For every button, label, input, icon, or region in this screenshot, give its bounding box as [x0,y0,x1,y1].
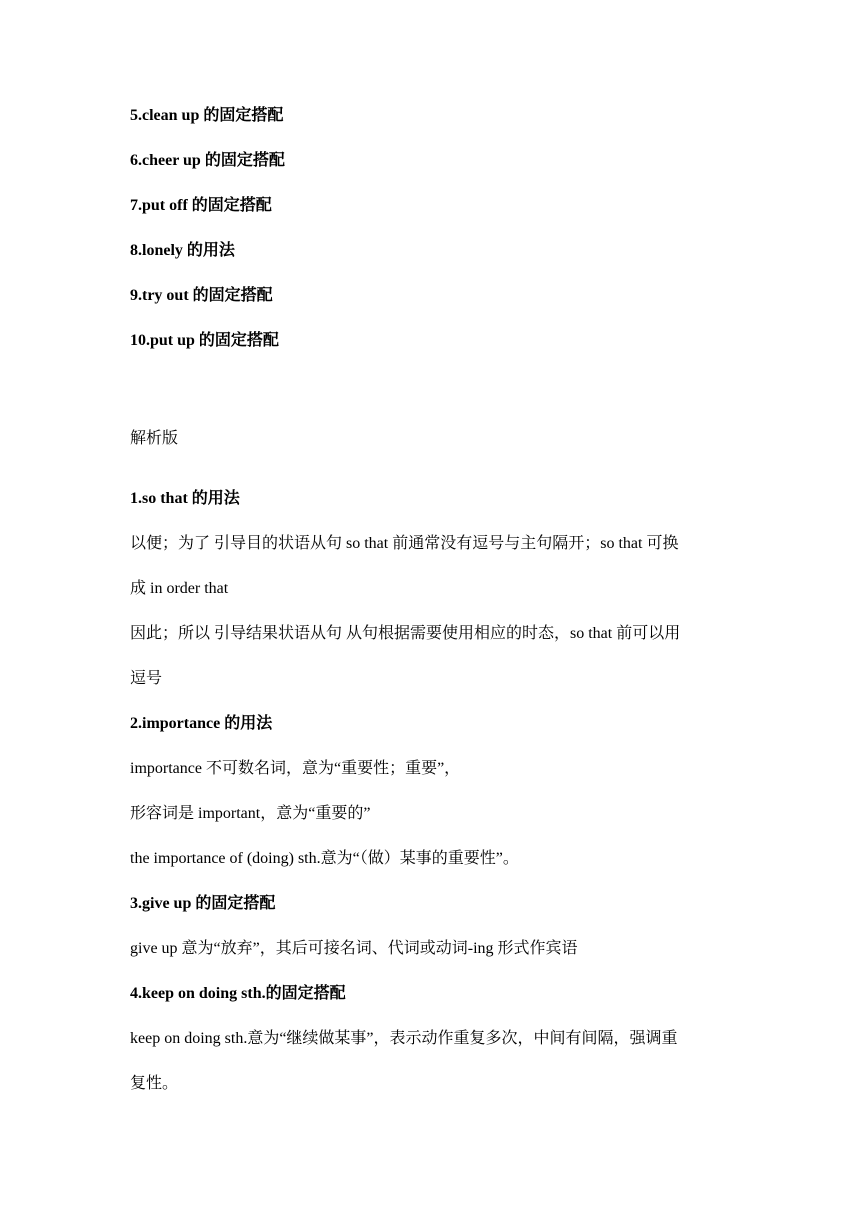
section-3-line-1: give up 意为“放弃”，其后可接名词、代词或动词-ing 形式作宾语 [130,940,578,957]
list-item-6: 6.cheer up 的固定搭配 [130,152,285,169]
section-4-line-1: keep on doing sth.意为“继续做某事”，表示动作重复多次，中间有间隔，强调重 [130,1030,678,1047]
list-item-7: 7.put off 的固定搭配 [130,197,272,214]
section-2-line-1: importance 不可数名词，意为“重要性；重要”， [130,760,461,777]
section-1-para-1-line-2: 成 in order that [130,580,229,597]
section-2-line-2: 形容词是 important，意为“重要的” [130,805,371,822]
section-2-line-3: the importance of (doing) sth.意为“（做）某事的重要性”。 [130,850,519,867]
list-item-8: 8.lonely 的用法 [130,242,235,259]
section-3-title: 3.give up 的固定搭配 [130,895,276,912]
list-item-5: 5.clean up 的固定搭配 [130,107,284,124]
section-2-title: 2.importance 的用法 [130,715,273,732]
list-item-9: 9.try out 的固定搭配 [130,287,273,304]
analysis-heading: 解析版 [130,430,179,447]
section-4-line-2: 复性。 [130,1075,179,1092]
section-1-para-2-line-1: 因此；所以 引导结果状语从句 从句根据需要使用相应的时态，so that 前可以用 [130,625,681,642]
section-1-para-1-line-1: 以便；为了 引导目的状语从句 so that 前通常没有逗号与主句隔开；so that 可换 [130,535,679,552]
section-1-title: 1.so that 的用法 [130,490,240,507]
section-4-title: 4.keep on doing sth.的固定搭配 [130,985,346,1002]
section-1-para-2-line-2: 逗号 [130,670,163,687]
list-item-10: 10.put up 的固定搭配 [130,332,279,349]
